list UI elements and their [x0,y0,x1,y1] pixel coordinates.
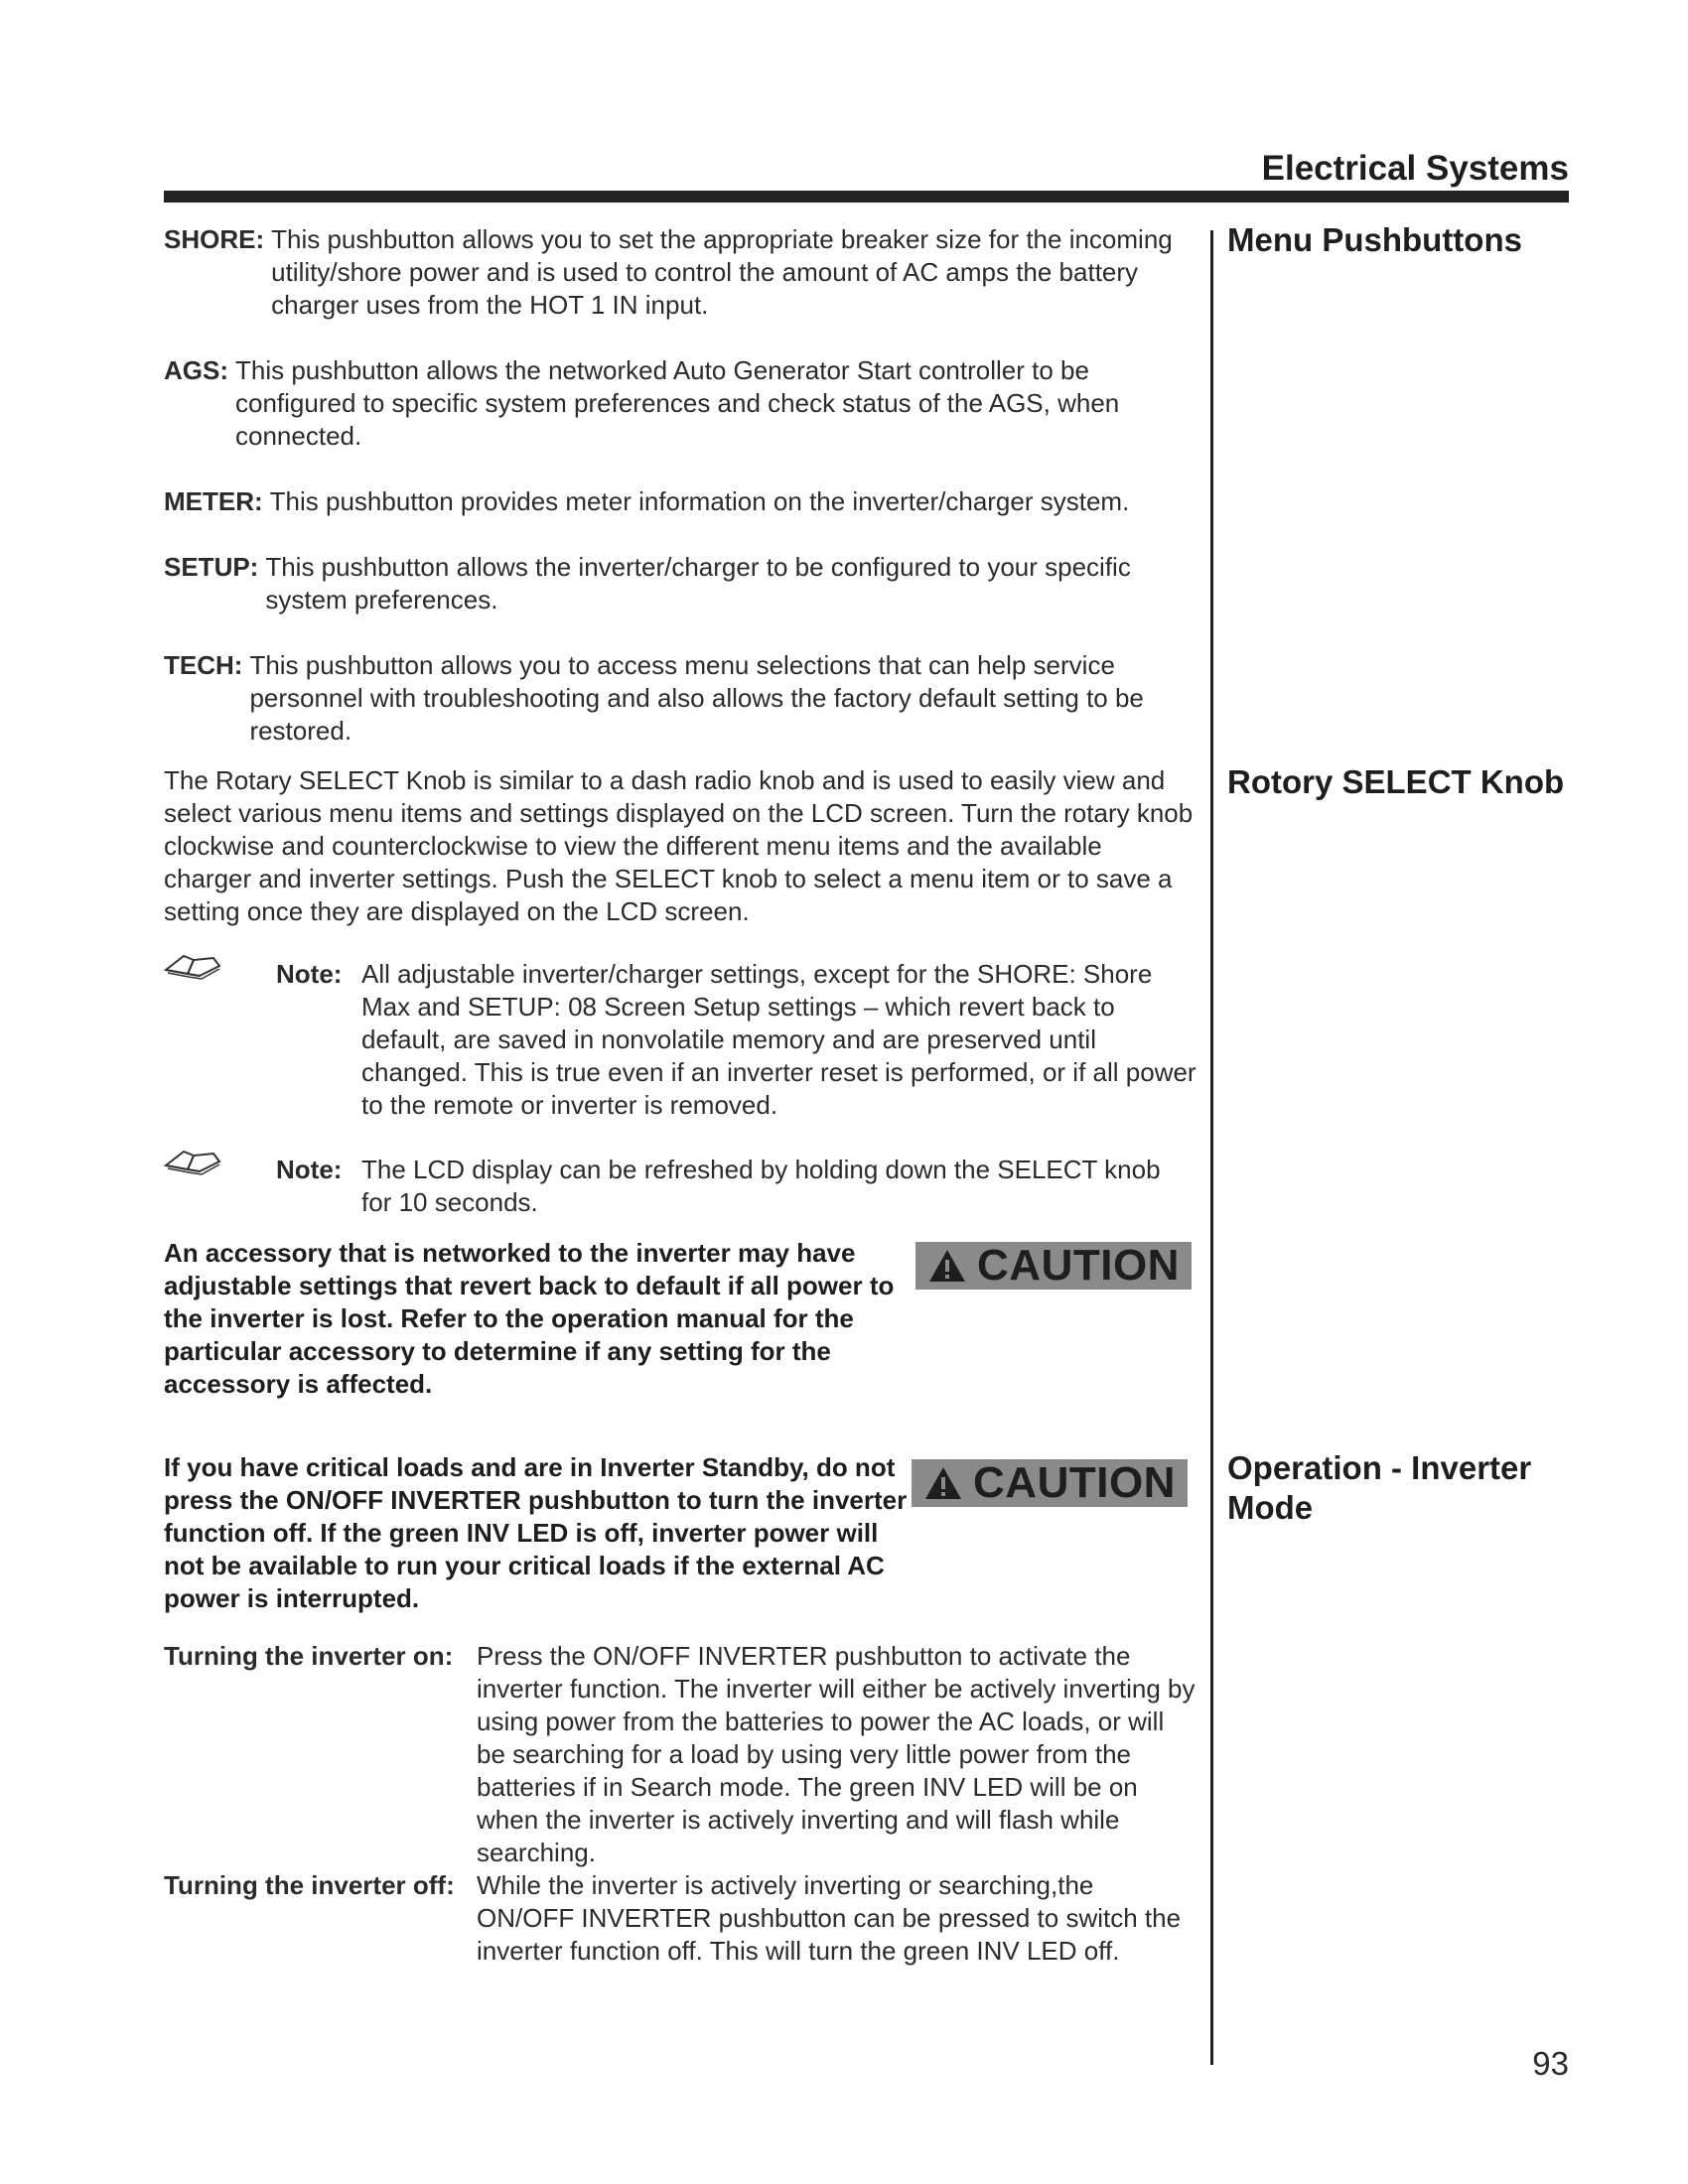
note-text: All adjustable inverter/charger settings, except for the SHORE: Shore Max and SETUP: 08 Screen Setup settings – which revert back to default, are saved in nonvolatile memory and are preserved until changed. This is true even if an inverter reset is performed, or if all power to the remote or inverter is removed. [361,959,1196,1120]
operation-definitions [164,1640,1196,1968]
definition-item [164,649,1196,748]
caution-badge [915,1242,1192,1290]
note-label: Note: [276,1155,343,1184]
definition-item [164,223,1196,322]
sidebar-divider [1210,230,1213,2065]
note-row [276,1154,1196,1219]
sidebar-heading-menu-pushbuttons: Menu Pushbuttons [1227,221,1522,258]
header-rule [164,191,1569,203]
note-label: Note: [276,959,343,989]
definition-desc: This pushbutton allows the networked Auto Generator Start controller to be configured to specific system preferences and check status of the AGS, when connected. [235,355,1120,451]
operation-item [164,1869,1196,1968]
operation-term: Turning the inverter off: [164,1870,455,1900]
definition-desc: This pushbutton allows you to set the appropriate breaker size for the incoming utility/shore power and is used to control the amount of AC amps the battery charger uses from the HOT 1 IN input. [271,224,1173,320]
warning-triangle-icon [927,1248,967,1284]
note-text: The LCD display can be refreshed by holding down the SELECT knob for 10 seconds. [361,1155,1161,1217]
definition-term: SETUP: [164,552,259,582]
caution-badge [912,1459,1188,1507]
definition-term: SHORE: [164,224,265,254]
definition-desc: This pushbutton provides meter information on the inverter/charger system. [269,486,1130,516]
definition-desc: This pushbutton allows the inverter/charger to be configured to your specific system preferences. [265,552,1131,614]
caution-label: CAUTION [973,1458,1176,1507]
definition-desc: This pushbutton allows you to access menu selections that can help service personnel with troubleshooting and also allows the factory default setting to be restored. [249,650,1144,746]
section-title: Electrical Systems [1261,149,1569,188]
definition-item [164,485,1196,518]
open-book-icon [164,950,221,982]
operation-desc: While the inverter is actively inverting or searching,the ON/OFF INVERTER pushbutton can be pressed to switch the inverter function off. This will turn the green INV LED off. [477,1870,1182,1966]
definition-term: AGS: [164,355,228,385]
note-row [276,958,1196,1122]
caution-label: CAUTION [977,1241,1180,1290]
definition-item [164,551,1196,616]
warning-triangle-icon [923,1465,963,1501]
definition-term: TECH: [164,650,243,680]
caution-text: An accessory that is networked to the inverter may have adjustable settings that revert back to default if all power to the inverter is lost. Refer to the operation manual for the particular accessory to determine if any setting for the accessory is affected. [164,1238,895,1399]
definition-item [164,354,1196,453]
page-number: 93 [1532,2045,1569,2082]
sidebar-heading-rotary-knob: Rotory SELECT Knob [1227,763,1565,800]
definition-term: METER: [164,486,263,516]
rotary-paragraph: The Rotary SELECT Knob is similar to a dash radio knob and is used to easily view and select various menu items and settings displayed on the LCD screen. Turn the rotary knob clockwise and counterclockwise to view the different menu items and the available charger and inverter settings. Push the SELECT knob to select a menu item or to save a setting once they are displayed on the LCD screen. [164,765,1194,926]
operation-desc: Press the ON/OFF INVERTER pushbutton to activate the inverter function. The inverter will either be actively inverting by using power from the batteries to power the AC loads, or will be searching for a load by using very little power from the batteries if in Search mode. The green INV LED will be on when the inverter is actively inverting and will flash while searching. [477,1641,1196,1867]
operation-item [164,1640,1196,1869]
sidebar-heading-operation-mode: Operation - Inverter Mode [1227,1449,1532,1526]
pushbutton-definitions [164,223,1196,748]
operation-term: Turning the inverter on: [164,1641,454,1671]
caution-text: If you have critical loads and are in Inverter Standby, do not press the ON/OFF INVERTER pushbutton to turn the inverter function off. If the green INV LED is off, inverter power will not be available to run your critical loads if the external AC power is interrupted. [164,1452,908,1613]
open-book-icon [164,1146,221,1177]
